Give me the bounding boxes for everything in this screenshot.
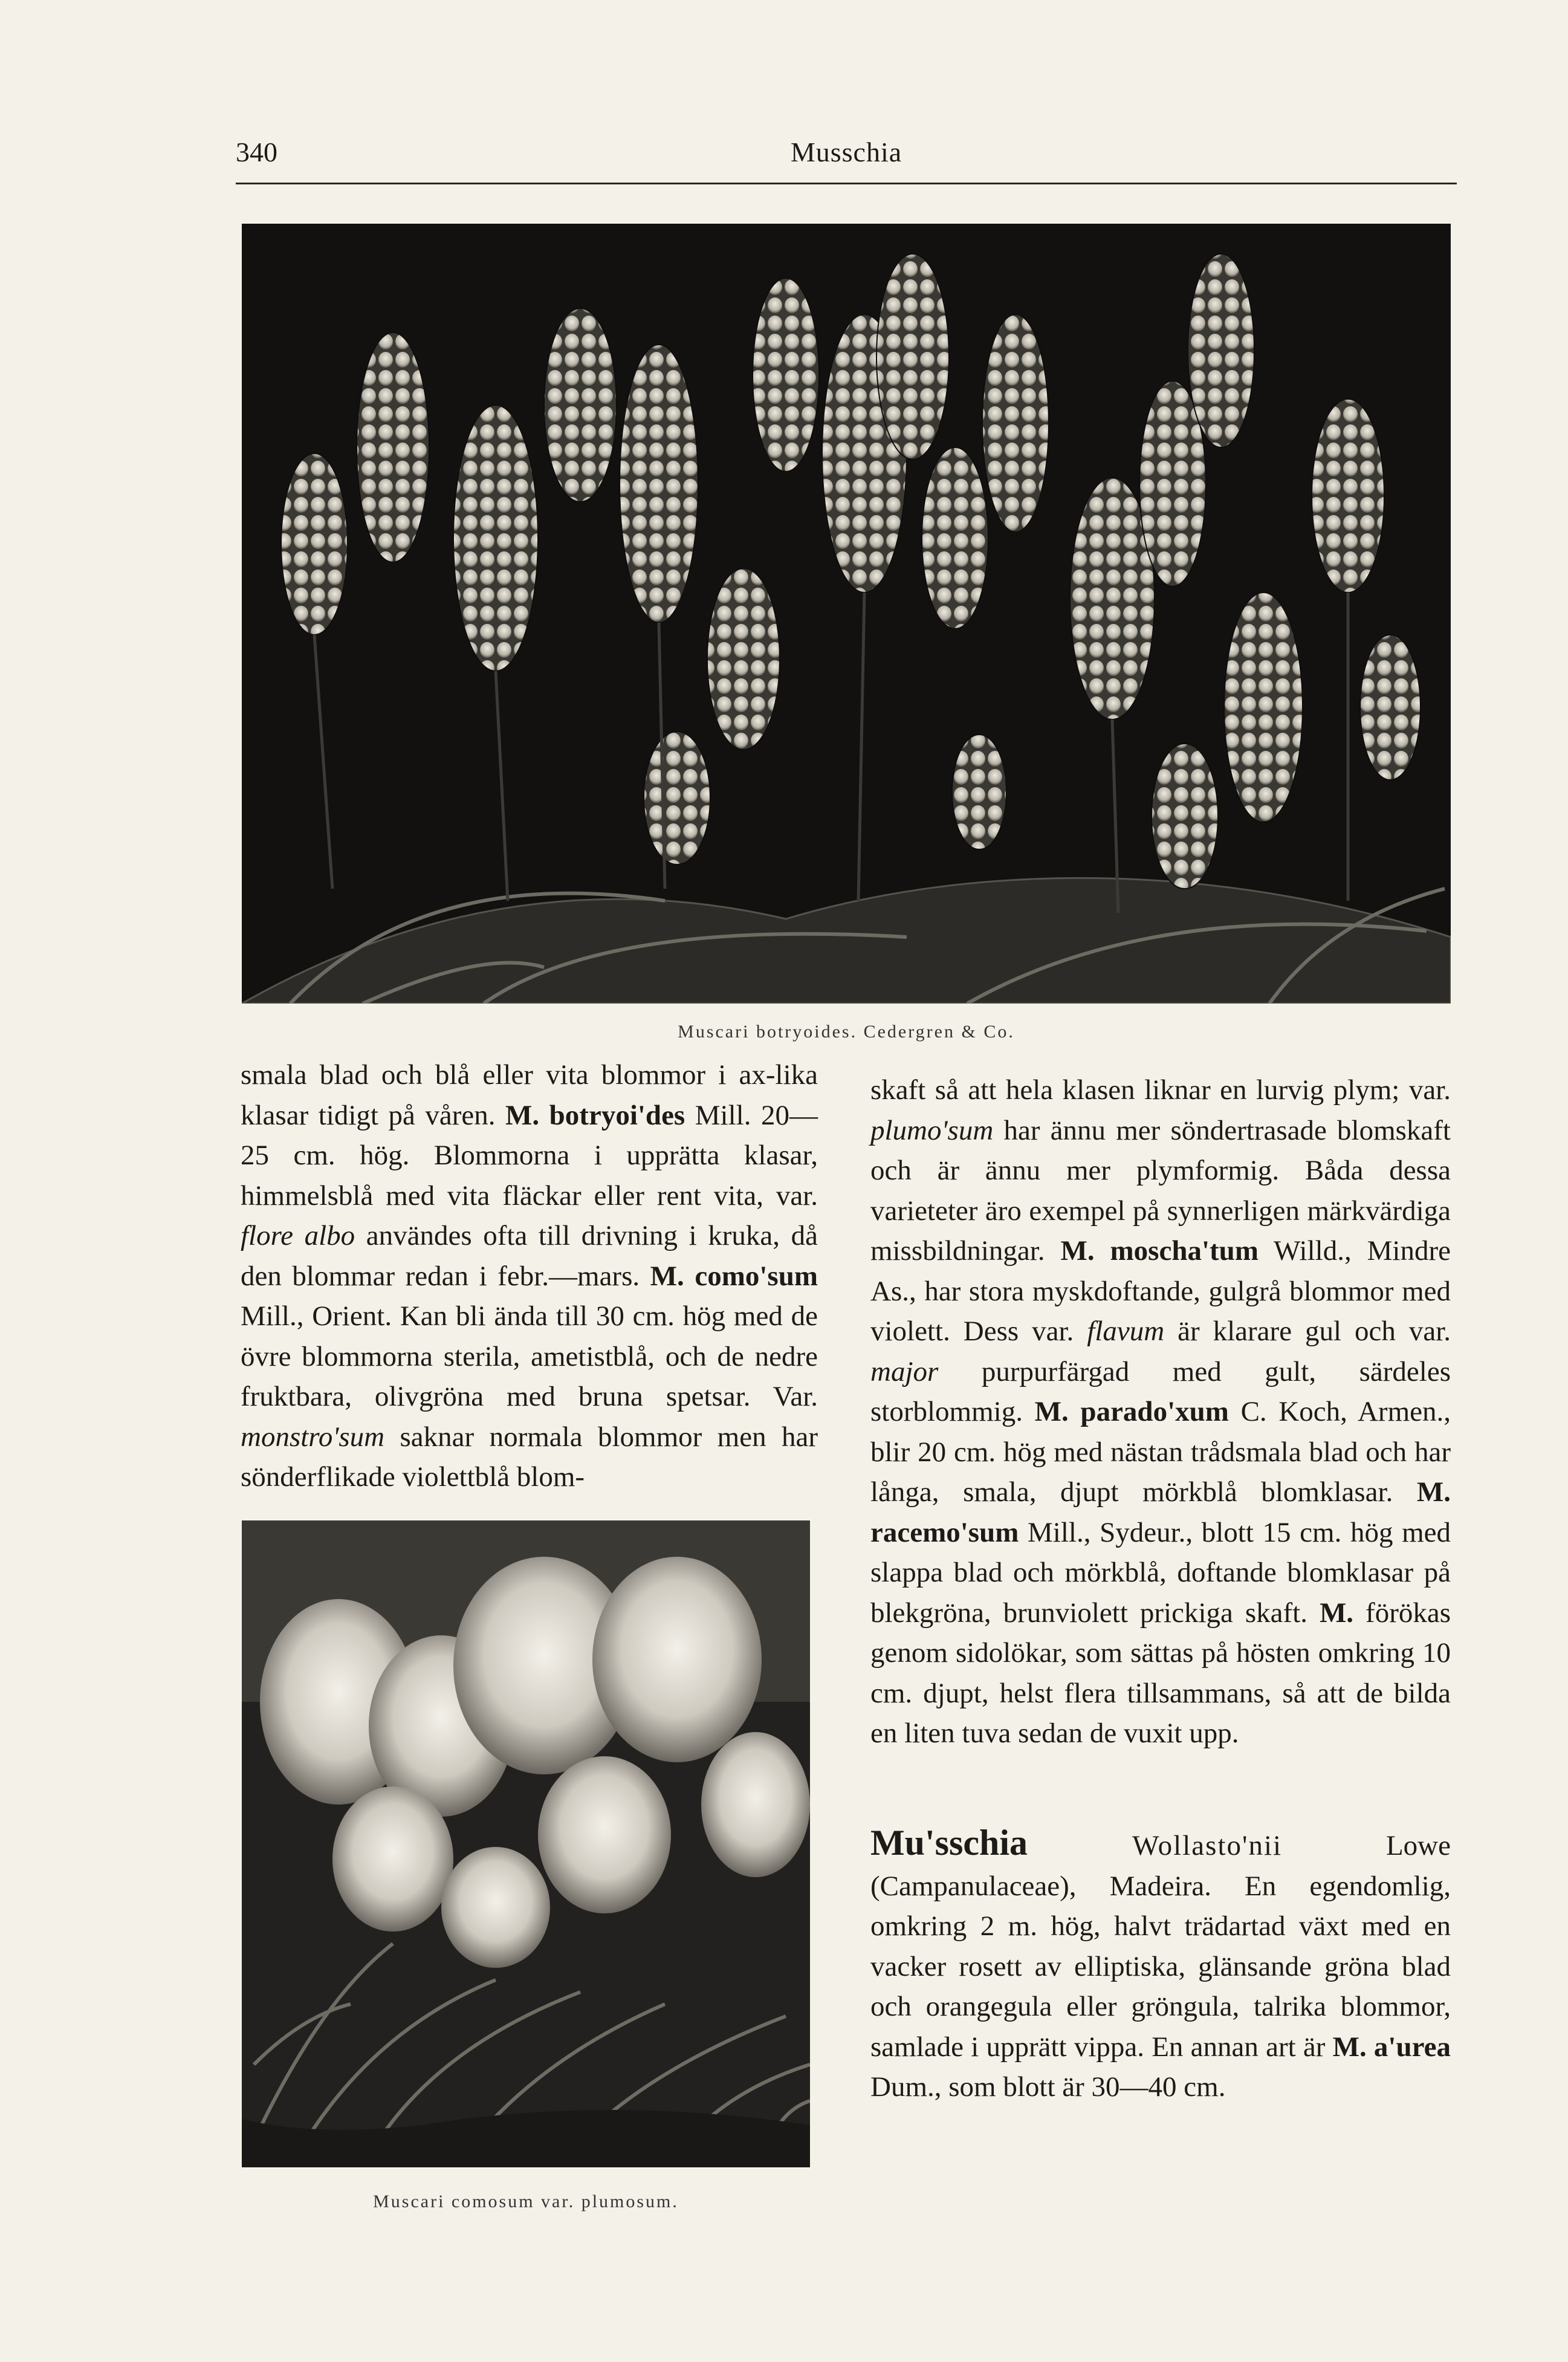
- text-run: Willd., Mindre As., har stora myskdoftande, gulgrå blommor med violett. Dess var.: [870, 1235, 1451, 1347]
- text-run: Lowe (Campanulaceae), Madeira. En egendomlig, omkring 2 m. hög, halvt trädartad växt med en vacker rosett av elliptiska, glänsande gröna blad och orangegula eller gröngula, talrika blommor, samlade i upprätt vippa. En annan art är: [870, 1830, 1451, 2063]
- text-run: Mill., Sydeur., blott 15 cm. hög med slappa blad och mörkblå, doftande blomklasar på blekgröna, brunviolett prickiga skaft.: [870, 1516, 1451, 1629]
- species-name: M. moscha'tum: [1060, 1235, 1259, 1267]
- photo-caption-bottom: Muscari comosum var. plumosum.: [373, 2192, 679, 2211]
- variety-name: flore albo: [241, 1220, 355, 1251]
- musschia-entry: [870, 1823, 1451, 2107]
- text-run: saknar normala blommor men har sönderflikade violettblå blom-: [241, 1421, 818, 1493]
- text-run: skaft så att hela klasen liknar en lurvig plym; var.: [870, 1074, 1451, 1106]
- photo-muscari-comosum-plumosum-drawing: [242, 1520, 810, 2167]
- photo-caption-top: Muscari botryoides. Cedergren & Co.: [678, 1022, 1015, 1042]
- variety-name: monstro'sum: [241, 1421, 385, 1453]
- paragraph: [870, 1070, 1451, 1754]
- left-column-text: [241, 1055, 818, 1497]
- header-rule: [236, 183, 1457, 184]
- text-run: purpurfärgad med gult, särdeles storblommig.: [870, 1355, 1451, 1427]
- text-run: C. Koch, Armen., blir 20 cm. hög med nästan trådsmala blad och har långa, smala, djupt mörkblå blomklasar.: [870, 1396, 1451, 1508]
- species-name: M. botryoi'des: [505, 1099, 685, 1131]
- text-run: förökas genom sidolökar, som sättas på hösten omkring 10 cm. djupt, helst flera tillsammans, så att de bilda en liten tuva sedan de vuxit upp.: [870, 1597, 1451, 1749]
- variety-name: plumo'sum: [870, 1114, 994, 1146]
- paragraph: [870, 1823, 1451, 2107]
- species-name: M. racemo'sum: [870, 1476, 1451, 1548]
- photo-muscari-comosum-plumosum: [242, 1520, 810, 2167]
- page-header: [236, 136, 1457, 172]
- photo-muscari-botryoides: [242, 224, 1451, 1004]
- paragraph: [241, 1055, 818, 1497]
- text-run: användes ofta till drivning i kruka, då den blommar redan i febr.—mars.: [241, 1220, 818, 1292]
- page-number: 340: [236, 137, 277, 167]
- right-column-text: [870, 1070, 1451, 1754]
- variety-name: flavum: [1087, 1316, 1165, 1347]
- text-run: Dum., som blott är 30—40 cm.: [870, 2071, 1226, 2103]
- species-epithet: Wollasto'nii: [1028, 1830, 1283, 1861]
- text-run: är klarare gul och var.: [1164, 1316, 1451, 1347]
- genus-abbrev: M.: [1319, 1597, 1354, 1629]
- text-run: smala blad och blå eller vita blommor i ax-lika klasar tidigt på våren.: [241, 1059, 818, 1131]
- photo-muscari-botryoides-drawing: [242, 224, 1451, 1004]
- entry-headword: Mu'sschia: [870, 1823, 1028, 1863]
- species-name: M. parado'xum: [1034, 1396, 1229, 1427]
- variety-name: major: [870, 1355, 939, 1387]
- running-head: Musschia: [790, 137, 902, 167]
- species-name: M. a'urea: [1332, 2031, 1451, 2063]
- text-run: har ännu mer söndertrasade blomskaft och är ännu mer plymformig. Båda dessa varieteter äro exempel på synnerligen märkvärdiga missbildningar.: [870, 1114, 1451, 1267]
- text-run: Mill. 20—25 cm. hög. Blommorna i upprätta klasar, himmelsblå med vita fläckar eller rent vita, var.: [241, 1099, 818, 1212]
- species-name: M. como'sum: [650, 1260, 818, 1292]
- text-run: Mill., Orient. Kan bli ända till 30 cm. hög med de övre blommorna sterila, ametistblå, och de nedre fruktbara, olivgröna med bruna spetsar. Var.: [241, 1300, 818, 1412]
